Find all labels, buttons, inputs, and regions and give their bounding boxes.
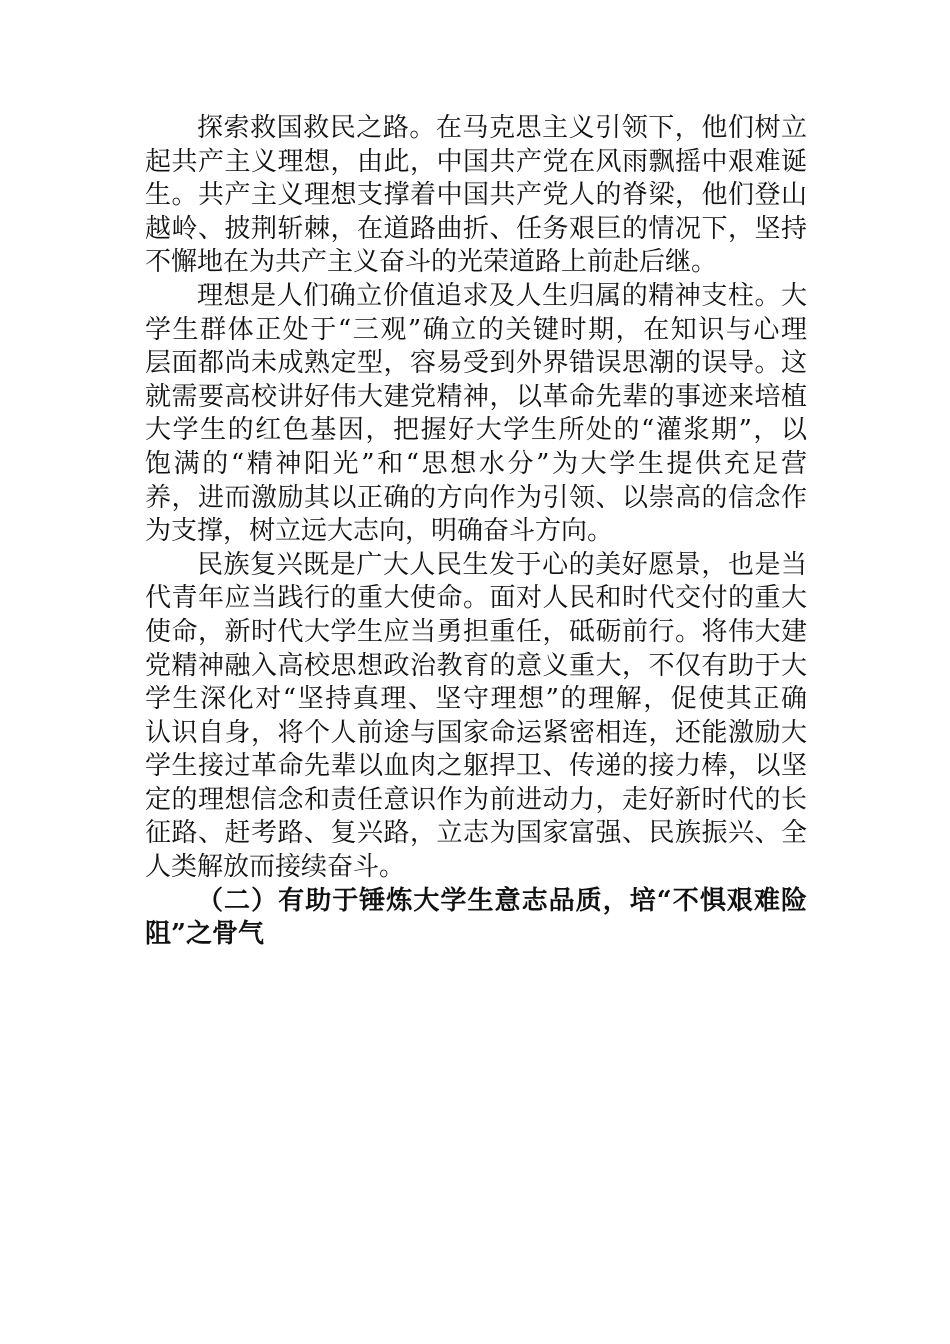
paragraph-line: 生。共产主义理想支撑着中国共产党人的脊梁，他们登山 (145, 180, 807, 211)
paragraph-line: 探索救国救民之路。在马克思主义引领下，他们树立 (197, 113, 807, 143)
paragraph-line: 代青年应当践行的重大使命。面对人民和时代交付的重大 (145, 583, 807, 614)
paragraph-line: 民族复兴既是广大人民生发于心的美好愿景，也是当 (197, 549, 807, 580)
paragraph-line: 学生接过革命先辈以血肉之躯捍卫、传递的接力棒，以坚 (145, 751, 807, 782)
document-body (145, 112, 807, 952)
paragraph-line: 大学生的红色基因，把握好大学生所处的“灌浆期”，以 (145, 415, 807, 446)
paragraph-line: 理想是人们确立价值追求及人生归属的精神支柱。大 (197, 280, 807, 311)
paragraph-1 (145, 112, 807, 280)
paragraph-line: 征路、赶考路、复兴路，立志为国家富强、民族振兴、全 (145, 818, 807, 849)
paragraph-line: 越岭、披荆斩棘，在道路曲折、任务艰巨的情况下，坚持 (145, 213, 807, 244)
paragraph-line: 使命，新时代大学生应当勇担重任，砥砺前行。将伟大建 (145, 616, 807, 647)
paragraph-line: 人类解放而接续奋斗。 (145, 852, 406, 883)
paragraph-line: 定的理想信念和责任意识作为前进动力，走好新时代的长 (145, 784, 807, 815)
paragraph-line: 层面都尚未成熟定型，容易受到外界错误思潮的误导。这 (145, 348, 807, 379)
paragraph-line: 党精神融入高校思想政治教育的意义重大，不仅有助于大 (145, 650, 807, 681)
paragraph-line: 起共产主义理想，由此，中国共产党在风雨飘摇中艰难诞 (145, 146, 807, 177)
heading-line: 阻”之骨气 (145, 919, 264, 950)
paragraph-line: 不懈地在为共产主义奋斗的光荣道路上前赴后继。 (145, 247, 718, 278)
paragraph-line: 就需要高校讲好伟大建党精神，以革命先辈的事迹来培植 (145, 381, 807, 412)
paragraph-line: 学生深化对“坚持真理、坚守理想”的理解，促使其正确 (145, 684, 807, 715)
paragraph-line: 养，进而激励其以正确的方向作为引领、以崇高的信念作 (145, 482, 807, 513)
heading-line: （二）有助于锤炼大学生意志品质，培“不惧艰难险 (197, 885, 807, 916)
section-heading (145, 885, 807, 952)
paragraph-line: 认识自身，将个人前途与国家命运紧密相连，还能激励大 (145, 717, 807, 748)
paragraph-2 (145, 280, 807, 549)
paragraph-line: 为支撑，树立远大志向，明确奋斗方向。 (145, 516, 614, 547)
paragraph-line: 学生群体正处于“三观”确立的关键时期，在知识与心理 (145, 314, 807, 345)
paragraph-3 (145, 549, 807, 885)
paragraph-line: 饱满的“精神阳光”和“思想水分”为大学生提供充足营 (145, 448, 807, 479)
